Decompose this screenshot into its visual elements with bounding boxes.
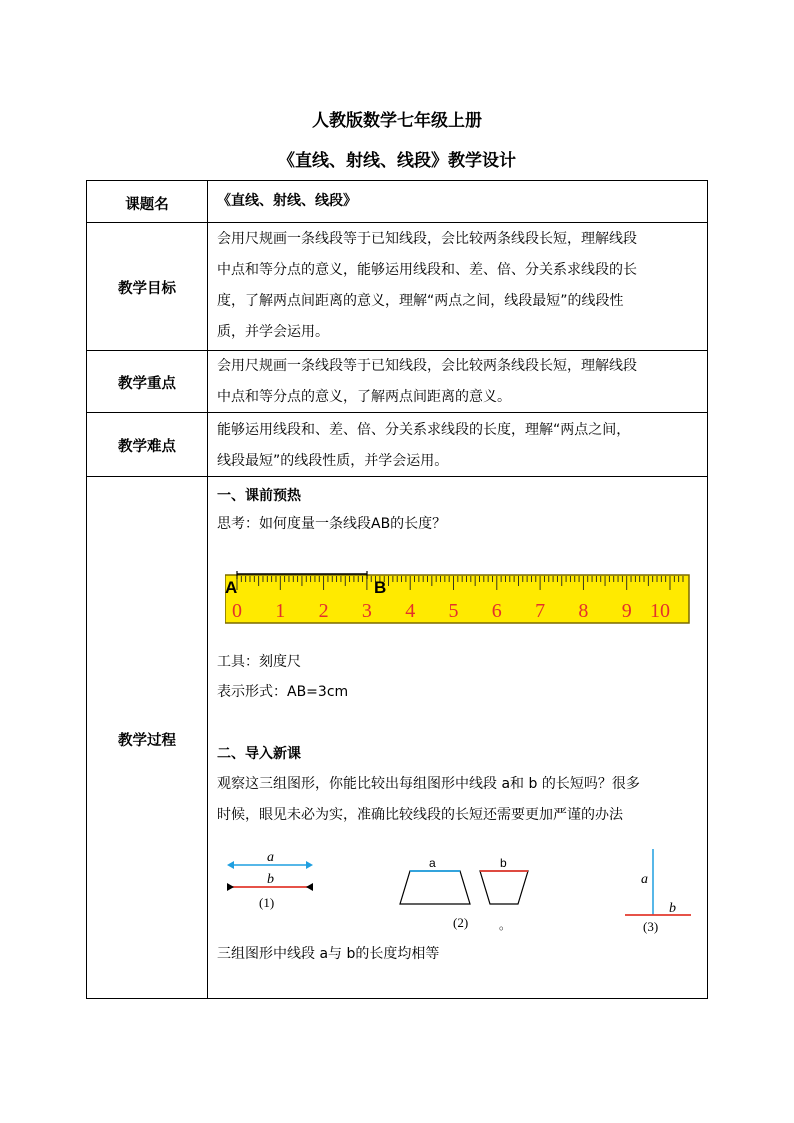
difficulty-content	[217, 415, 699, 477]
fig1-arrow-left	[227, 861, 234, 869]
goal-content	[217, 224, 699, 348]
section2-line: 观察这三组图形，你能比较出每组图形中线段 a和 b 的长短吗？很多	[217, 776, 640, 792]
conclusion-text: 三组图形中线段 a与 b的长度均相等	[217, 946, 440, 962]
fig2-label-b: b	[500, 856, 507, 870]
ruler-illustration	[225, 571, 691, 627]
ruler-number: 3	[361, 600, 372, 622]
key-content	[217, 351, 699, 413]
goal-line: 中点和等分点的意义，能够运用线段和、差、倍、分关系求线段的长	[217, 262, 637, 278]
process-label: 教学过程	[118, 733, 176, 749]
ruler-number: 8	[578, 600, 589, 622]
point-b-label: B	[374, 578, 387, 597]
ruler-number: 0	[232, 600, 242, 622]
key-label: 教学重点	[118, 376, 176, 392]
ruler-number: 10	[650, 600, 670, 622]
ruler-number: 4	[405, 600, 416, 622]
section2-heading: 二、导入新课	[217, 746, 301, 762]
lesson-table	[86, 180, 708, 999]
row-divider	[87, 222, 707, 223]
ruler-number: 1	[275, 600, 286, 622]
section2-line: 时候，眼见未必为实，准确比较线段的长短还需要更加严谨的办法	[217, 807, 623, 823]
fig2-trapezoid-left	[400, 871, 470, 904]
section1-question: 思考：如何度量一条线段AB的长度？	[217, 516, 447, 532]
ruler-number: 7	[535, 600, 546, 622]
fig3-caption: (3)	[643, 919, 659, 934]
fig1-caption: (1)	[259, 895, 275, 910]
difficulty-line: 能够运用线段和、差、倍、分关系求线段的长度，理解“两点之间，	[217, 422, 631, 438]
fig1-tail-right	[306, 883, 313, 891]
form-text: 表示形式：AB=3cm	[217, 684, 349, 700]
fig2-mark: 。	[499, 918, 512, 932]
figure-2	[391, 849, 561, 935]
tool-text: 工具：刻度尺	[217, 654, 301, 670]
fig3-label-a: a	[641, 872, 648, 887]
doc-title-line2: 《直线、射线、线段》教学设计	[278, 151, 516, 171]
doc-title-line1: 人教版数学七年级上册	[312, 111, 482, 131]
figure-3	[617, 845, 697, 937]
fig1-tail-left	[227, 883, 234, 891]
fig2-label-a: a	[429, 856, 436, 870]
goal-line: 会用尺规画一条线段等于已知线段，会比较两条线段长短，理解线段	[217, 231, 637, 247]
fig2-caption: (2)	[453, 915, 469, 930]
point-a-label: A	[225, 578, 238, 597]
fig1-arrow-right	[306, 861, 313, 869]
fig3-label-b: b	[669, 901, 676, 916]
key-line: 会用尺规画一条线段等于已知线段，会比较两条线段长短，理解线段	[217, 358, 637, 374]
difficulty-label: 教学难点	[118, 439, 176, 455]
difficulty-line: 线段最短”的线段性质，并学会运用。	[217, 453, 449, 469]
section1-heading: 一、课前预热	[217, 488, 301, 504]
fig1-label-b: b	[267, 872, 274, 887]
ruler-number: 9	[621, 600, 632, 622]
ruler-number: 6	[491, 600, 502, 622]
section2-text	[217, 769, 699, 831]
figure-1	[225, 849, 317, 915]
goal-label: 教学目标	[118, 281, 176, 297]
goal-line: 度，了解两点间距离的意义，理解“两点之间，线段最短”的线段性	[217, 293, 624, 309]
goal-line: 质，并学会运用。	[217, 324, 329, 340]
ruler-number: 5	[448, 600, 459, 622]
ruler-number: 2	[318, 600, 329, 622]
fig1-label-a: a	[267, 850, 274, 865]
fig2-trapezoid-right	[480, 871, 528, 904]
key-line: 中点和等分点的意义，了解两点间距离的意义。	[217, 389, 511, 405]
column-divider	[207, 181, 208, 998]
topic-content: 《直线、射线、线段》	[217, 193, 357, 209]
topic-label: 课题名	[125, 197, 169, 213]
